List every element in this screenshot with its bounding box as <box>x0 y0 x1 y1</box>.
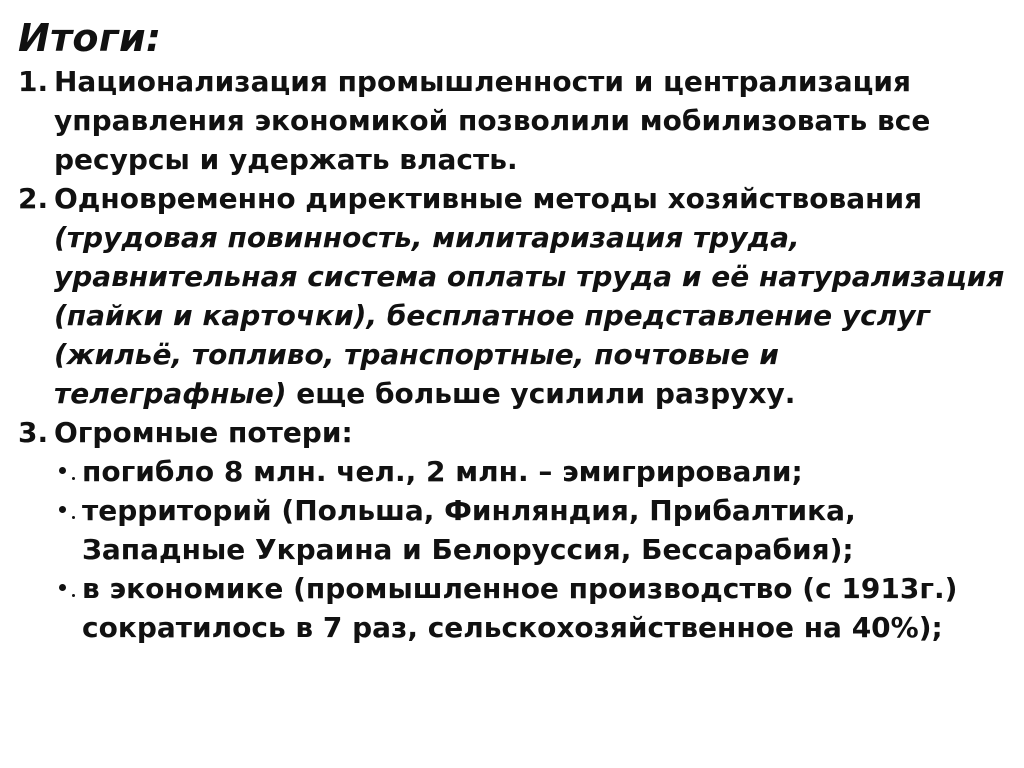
summary-point-2 <box>18 179 1010 413</box>
slide-title: Итоги: <box>18 16 162 60</box>
point-number: 2. <box>18 182 49 215</box>
point-number: 1. <box>18 65 49 98</box>
list-item-text: погибло 8 млн. чел., 2 млн. – эмигрировали; <box>82 455 803 488</box>
point-number: 3. <box>18 416 49 449</box>
losses-list <box>18 452 1010 647</box>
point-text <box>54 179 1010 413</box>
list-item <box>56 491 1010 569</box>
list-item <box>56 569 1010 647</box>
point-text-italic: (трудовая повинность, милитаризация труда, уравнительная система оплаты труда и её натурализация (пайки и карточки), бесплатное представление услуг (жильё, топливо, транспортные, почтовые и телеграфные) <box>54 221 1005 410</box>
summary-list <box>18 62 1010 647</box>
list-item-text: территорий (Польша, Финляндия, Прибалтика, Западные Украина и Белоруссия, Бессарабия); <box>82 494 856 566</box>
point-text: Национализация промышленности и централизация управления экономикой позволили мобилизовать все ресурсы и удержать власть. <box>54 65 931 176</box>
summary-point-3 <box>18 413 1010 647</box>
point-text: Огромные потери: <box>54 416 353 449</box>
summary-point-1 <box>18 62 1010 179</box>
point-text-regular-end: еще больше усилили разруху. <box>286 377 796 410</box>
point-text-regular: Одновременно директивные методы хозяйствования <box>54 182 923 215</box>
list-item <box>56 452 1010 491</box>
list-item-text: в экономике (промышленное производство (с 1913г.) сократилось в 7 раз, сельскохозяйственное на 40%); <box>82 572 958 644</box>
